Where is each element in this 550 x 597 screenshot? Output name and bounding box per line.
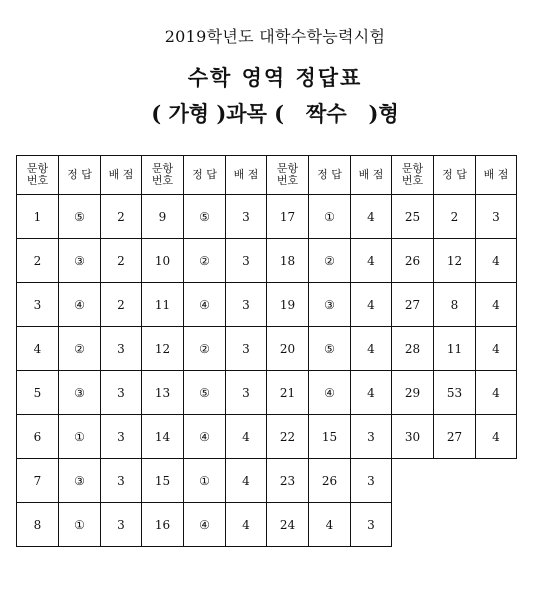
points-cell: 4 xyxy=(351,327,392,371)
table-row xyxy=(17,239,517,283)
answer-cell: ⑤ xyxy=(184,371,226,415)
table-row xyxy=(17,283,517,327)
points-cell: 4 xyxy=(351,283,392,327)
answer-cell: ③ xyxy=(309,283,351,327)
question-number-cell: 12 xyxy=(142,327,184,371)
question-number-cell: 26 xyxy=(392,239,434,283)
question-number-cell: 7 xyxy=(17,459,59,503)
empty-cell xyxy=(434,459,476,503)
question-number-cell: 24 xyxy=(267,503,309,547)
points-cell: 4 xyxy=(476,415,517,459)
answer-cell: ④ xyxy=(184,283,226,327)
answer-cell: 15 xyxy=(309,415,351,459)
answer-cell: ⑤ xyxy=(309,327,351,371)
question-number-cell: 27 xyxy=(392,283,434,327)
question-number-cell: 18 xyxy=(267,239,309,283)
subject-title: 수학 영역 정답표 xyxy=(187,65,363,90)
answer-cell: 11 xyxy=(434,327,476,371)
table-row xyxy=(17,195,517,239)
question-number-cell: 8 xyxy=(17,503,59,547)
question-number-cell: 1 xyxy=(17,195,59,239)
exam-title: 2019학년도 대학수학능력시험 xyxy=(164,27,386,46)
empty-cell xyxy=(392,503,434,547)
answer-cell: ④ xyxy=(59,283,101,327)
points-cell: 2 xyxy=(101,239,142,283)
points-cell: 3 xyxy=(101,371,142,415)
question-number-cell: 23 xyxy=(267,459,309,503)
question-number-cell: 10 xyxy=(142,239,184,283)
question-number-cell: 19 xyxy=(267,283,309,327)
answer-cell: 53 xyxy=(434,371,476,415)
question-number-cell: 11 xyxy=(142,283,184,327)
points-cell: 3 xyxy=(351,459,392,503)
question-number-header: 문항 번호 xyxy=(17,156,59,195)
question-number-cell: 14 xyxy=(142,415,184,459)
points-cell: 3 xyxy=(101,459,142,503)
points-header: 배 점 xyxy=(476,156,517,195)
points-cell: 3 xyxy=(101,503,142,547)
answer-cell: ② xyxy=(309,239,351,283)
question-number-cell: 3 xyxy=(17,283,59,327)
points-cell: 3 xyxy=(226,195,267,239)
table-row xyxy=(17,371,517,415)
table-row xyxy=(17,459,517,503)
question-number-cell: 9 xyxy=(142,195,184,239)
table-row xyxy=(17,503,517,547)
question-number-header: 문항 번호 xyxy=(142,156,184,195)
question-number-cell: 21 xyxy=(267,371,309,415)
question-number-cell: 5 xyxy=(17,371,59,415)
answer-cell: 2 xyxy=(434,195,476,239)
answer-cell: ③ xyxy=(59,459,101,503)
points-cell: 2 xyxy=(101,195,142,239)
points-cell: 4 xyxy=(351,371,392,415)
answer-cell: ② xyxy=(184,327,226,371)
answer-header: 정 답 xyxy=(309,156,351,195)
points-cell: 4 xyxy=(226,459,267,503)
points-cell: 3 xyxy=(226,283,267,327)
question-number-header: 문항 번호 xyxy=(392,156,434,195)
type-title: ( 가형 )과목 ( 짝수 )형 xyxy=(151,101,399,126)
points-cell: 4 xyxy=(476,283,517,327)
points-cell: 4 xyxy=(476,327,517,371)
points-cell: 4 xyxy=(226,415,267,459)
answer-cell: ① xyxy=(59,415,101,459)
answer-cell: 8 xyxy=(434,283,476,327)
points-cell: 4 xyxy=(351,195,392,239)
answer-header: 정 답 xyxy=(184,156,226,195)
question-number-cell: 15 xyxy=(142,459,184,503)
answer-cell: ② xyxy=(184,239,226,283)
points-cell: 4 xyxy=(226,503,267,547)
points-cell: 3 xyxy=(226,327,267,371)
points-cell: 4 xyxy=(476,239,517,283)
answer-table xyxy=(16,155,517,547)
empty-cell xyxy=(476,503,517,547)
points-header: 배 점 xyxy=(226,156,267,195)
points-cell: 3 xyxy=(226,371,267,415)
question-number-cell: 2 xyxy=(17,239,59,283)
points-cell: 3 xyxy=(101,327,142,371)
points-cell: 4 xyxy=(476,371,517,415)
question-number-header: 문항 번호 xyxy=(267,156,309,195)
points-cell: 3 xyxy=(351,415,392,459)
answer-cell: ④ xyxy=(184,415,226,459)
points-header: 배 점 xyxy=(101,156,142,195)
question-number-cell: 20 xyxy=(267,327,309,371)
answer-cell: ③ xyxy=(59,239,101,283)
answer-cell: 4 xyxy=(309,503,351,547)
question-number-cell: 25 xyxy=(392,195,434,239)
answer-cell: ④ xyxy=(309,371,351,415)
answer-cell: ④ xyxy=(184,503,226,547)
answer-header: 정 답 xyxy=(434,156,476,195)
answer-cell: 26 xyxy=(309,459,351,503)
answer-header: 정 답 xyxy=(59,156,101,195)
question-number-cell: 22 xyxy=(267,415,309,459)
question-number-cell: 28 xyxy=(392,327,434,371)
question-number-cell: 17 xyxy=(267,195,309,239)
question-number-cell: 29 xyxy=(392,371,434,415)
points-cell: 3 xyxy=(226,239,267,283)
question-number-cell: 16 xyxy=(142,503,184,547)
question-number-cell: 13 xyxy=(142,371,184,415)
points-header: 배 점 xyxy=(351,156,392,195)
question-number-cell: 6 xyxy=(17,415,59,459)
table-row xyxy=(17,327,517,371)
table-row xyxy=(17,415,517,459)
empty-cell xyxy=(434,503,476,547)
answer-cell: ⑤ xyxy=(184,195,226,239)
question-number-cell: 4 xyxy=(17,327,59,371)
answer-cell: ① xyxy=(59,503,101,547)
answer-cell: ⑤ xyxy=(59,195,101,239)
points-cell: 2 xyxy=(101,283,142,327)
answer-cell: ③ xyxy=(59,371,101,415)
points-cell: 3 xyxy=(351,503,392,547)
header-row xyxy=(17,156,517,195)
question-number-cell: 30 xyxy=(392,415,434,459)
empty-cell xyxy=(476,459,517,503)
answer-cell: 27 xyxy=(434,415,476,459)
answer-cell: ① xyxy=(184,459,226,503)
answer-cell: 12 xyxy=(434,239,476,283)
points-cell: 3 xyxy=(476,195,517,239)
answer-cell: ① xyxy=(309,195,351,239)
empty-cell xyxy=(392,459,434,503)
answer-cell: ② xyxy=(59,327,101,371)
points-cell: 4 xyxy=(351,239,392,283)
points-cell: 3 xyxy=(101,415,142,459)
